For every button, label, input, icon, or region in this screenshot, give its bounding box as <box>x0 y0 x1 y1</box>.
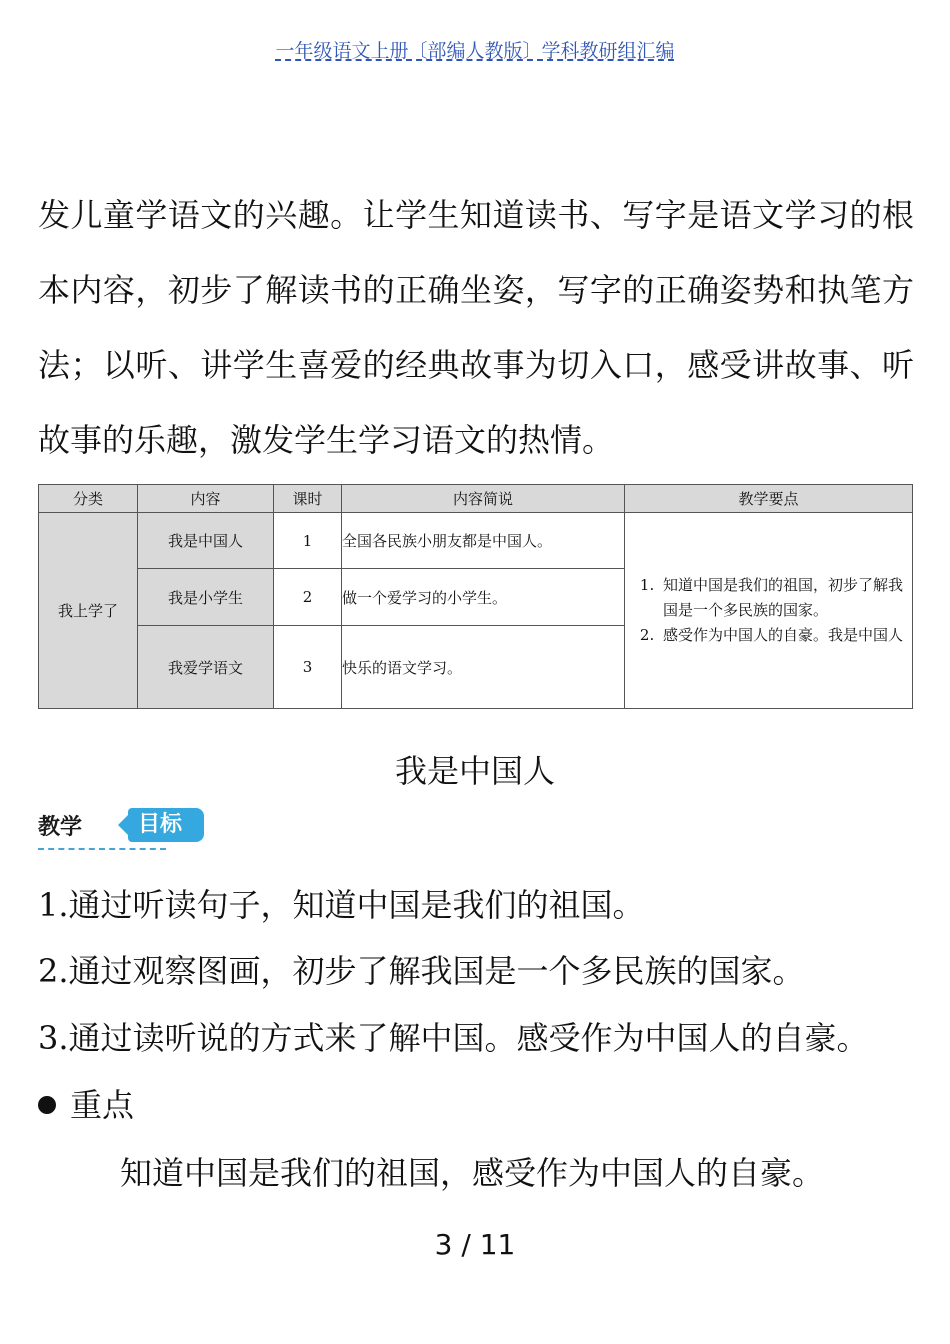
badge-right-text: 目标 <box>128 808 204 842</box>
goal-item: 3.通过读听说的方式来了解中国。感受作为中国人的自豪。 <box>38 1019 869 1057</box>
goal-item: 1.通过听读句子，知道中国是我们的祖国。 <box>38 886 645 924</box>
key-point-heading <box>38 1080 134 1126</box>
header-content: 内容 <box>138 485 274 513</box>
content-cell: 我是中国人 <box>138 513 274 569</box>
document-header <box>0 36 950 63</box>
header-description: 内容简说 <box>342 485 625 513</box>
key-points-cell <box>625 513 913 709</box>
header-key-points: 教学要点 <box>625 485 913 513</box>
category-cell: 我上学了 <box>39 513 138 709</box>
content-cell: 我是小学生 <box>138 569 274 626</box>
description-cell: 快乐的语文学习。 <box>342 626 625 709</box>
header-text: 一年级语文上册〔部编人教版〕学科教研组汇编 <box>275 40 675 62</box>
table-row <box>39 513 913 569</box>
goal-item: 2.通过观察图画，初步了解我国是一个多民族的国家。 <box>38 952 805 990</box>
header-category: 分类 <box>39 485 138 513</box>
lesson-title: 我是中国人 <box>394 752 555 790</box>
table-header-row <box>39 485 913 513</box>
content-cell: 我爱学语文 <box>138 626 274 709</box>
intro-paragraph: 发儿童学语文的兴趣。让学生知道读书、写字是语文学习的根本内容，初步了解读书的正确坐姿，写字的正确姿势和执笔方法；以听、讲学生喜爱的经典故事为切入口，感受讲故事、听故事的乐趣，激发学生学习语文的热情。 <box>38 196 914 459</box>
hours-cell: 2 <box>274 569 342 626</box>
key-point-label: 重点 <box>70 1086 135 1124</box>
hours-cell: 3 <box>274 626 342 709</box>
key-point-text: 知道中国是我们的祖国，感受作为中国人的自豪。 <box>120 1154 825 1192</box>
key-point-item: 2. 感受作为中国人的自豪。我是中国人 <box>659 623 912 648</box>
hours-cell: 1 <box>274 513 342 569</box>
bullet-icon <box>38 1096 56 1114</box>
header-hours: 课时 <box>274 485 342 513</box>
teaching-goals-badge <box>38 808 183 850</box>
description-cell: 全国各民族小朋友都是中国人。 <box>342 513 625 569</box>
badge-left-text: 教学 <box>38 815 83 840</box>
key-point-item: 1. 知道中国是我们的祖国，初步了解我国是一个多民族的国家。 <box>659 573 912 623</box>
page-number: 3 / 11 <box>434 1228 516 1261</box>
course-table <box>38 484 913 709</box>
description-cell: 做一个爱学习的小学生。 <box>342 569 625 626</box>
